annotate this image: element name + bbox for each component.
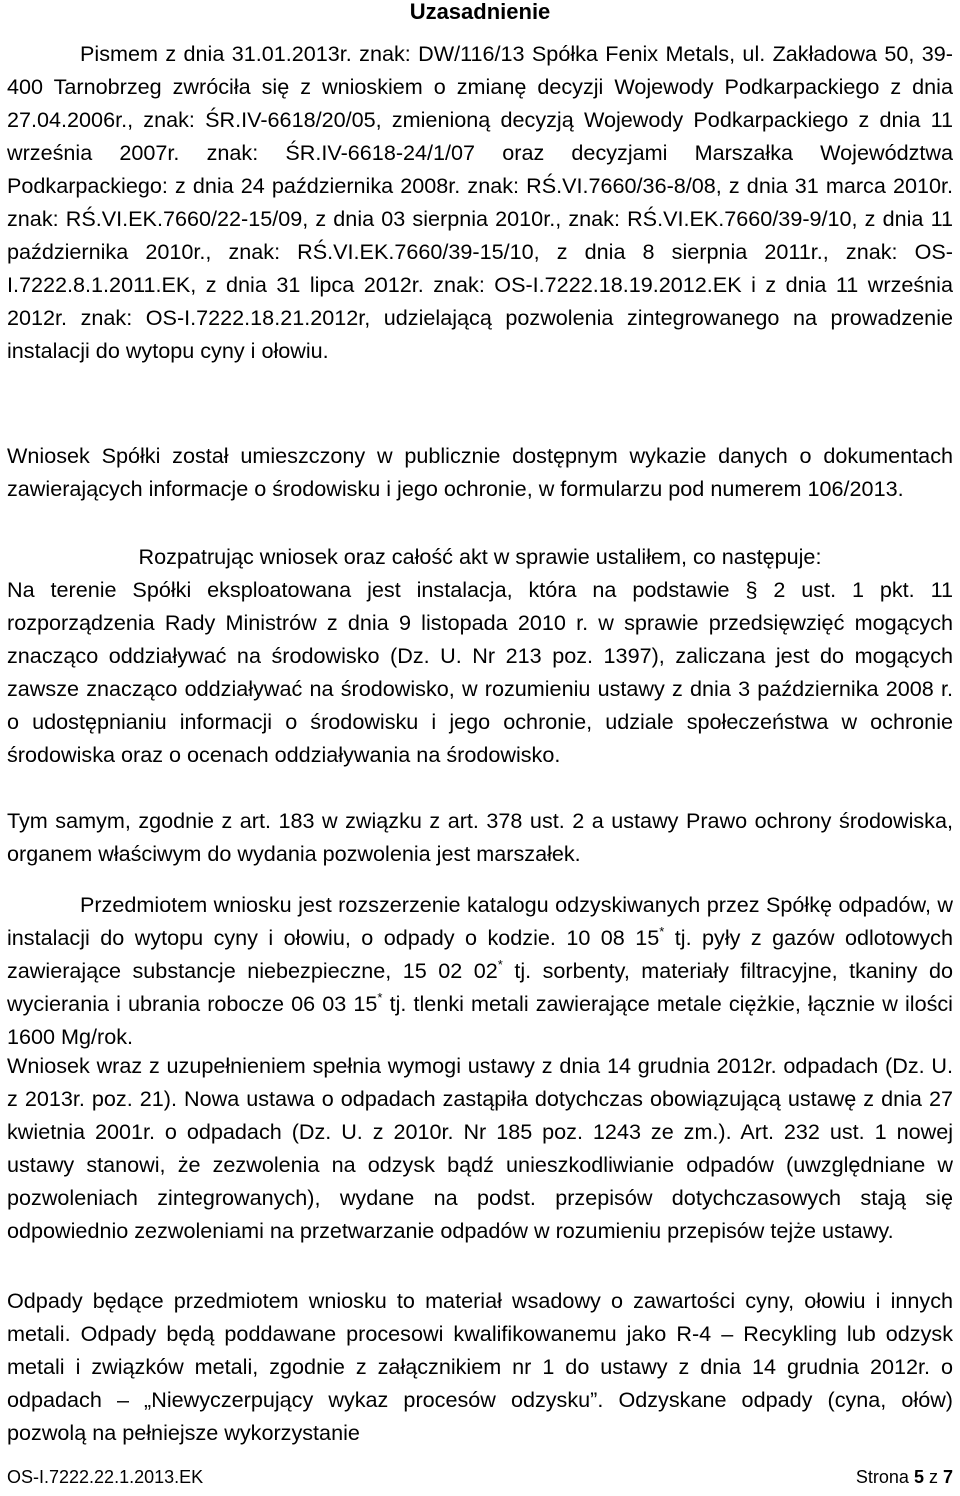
subject-part-1: Przedmiotem wniosku jest rozszerzenie katalogu odzyskiwanych przez Spółkę odpadów, w instalacji do wytopu cyny i ołowiu, o odpady o kodzie. 10 08 15: [7, 892, 953, 950]
document-heading: Uzasadnienie: [409, 0, 551, 24]
paragraph-installation: Na terenie Spółki eksploatowana jest instalacja, która na podstawie § 2 ust. 1 pkt. 11 rozporządzenia Rady Ministrów z dnia 9 listopada 2010 r. w sprawie przedsięwzięć mogących znacząco oddziaływać na środowisko (Dz. U. Nr 213 poz. 1397), zaliczana jest do mogących zawsze znacząco oddziaływać na środowisko, w rozumieniu ustawy z dnia 3 października 2008 r. o udostępnianiu informacji o środowisku i jego ochronie, udziale społeczeństwa w ochronie środowiska oraz o ocenach oddziaływania na środowisko.: [7, 577, 953, 767]
total-pages: 7: [942, 1467, 953, 1487]
paragraph-recovery: Odpady będące przedmiotem wniosku to materiał wsadowy o zawartości cyny, ołowiu i innych metali. Odpady będą poddawane procesowi kwalifikowanemu jako R-4 – Recykling lub odzysk metali i związków metali, zgodnie z załącznikiem nr 1 do ustawy z dnia 14 grudnia 2012r. o odpadach – „Niewyczerpujący wykaz procesów odzysku”. Odzyskane odpady (cyna, ołów) pozwolą na pełniejsze wykorzystanie: [7, 1288, 953, 1445]
subject-part-2: tj. pyły z gazów odlotowych zawierające substancje niebezpieczne, 15 02 02: [7, 925, 953, 983]
paragraph-waste-act: Wniosek wraz z uzupełnieniem spełnia wymogi ustawy z dnia 14 grudnia 2012r. odpadach (Dz. U. z 2013r. poz. 21). Nowa ustawa o odpadach zastąpiła dotychczas obowiązującą ustawę z dnia 27 kwietnia 2001r. o odpadach (Dz. U. z 2010r. Nr 185 poz. 1243 ze zm.). Art. 232 ust. 1 nowej ustawy stanowi, że zezwolenia na odzysk bądź unieszkodliwianie odpadów (uwzględniane w pozwoleniach zintegrowanych), wydane na podst. przepisów dotychczasowych stają się odpowiednio zezwoleniami na przetwarzanie odpadów w rozumieniu przepisów tejże ustawy.: [7, 1053, 953, 1243]
footer-reference: OS-I.7222.22.1.2013.EK: [7, 1467, 204, 1487]
footer-page-number: Strona 5 z 7: [855, 1467, 953, 1487]
asterisk-2: *: [497, 957, 503, 972]
paragraph-findings-intro: Rozpatrując wniosek oraz całość akt w sprawie ustaliłem, co następuje:: [138, 544, 822, 569]
page-footer: [7, 1465, 953, 1489]
current-page: 5: [913, 1467, 924, 1487]
paragraph-subject: [7, 888, 953, 1053]
paragraph-publication: Wniosek Spółki został umieszczony w publicznie dostępnym wykazie danych o dokumentach zawierających informacje o środowisku i jego ochronie, w formularzu pod numerem 106/2013.: [7, 443, 953, 501]
paragraph-request: Pismem z dnia 31.01.2013r. znak: DW/116/13 Spółka Fenix Metals, ul. Zakładowa 50, 39-400 Tarnobrzeg zwróciła się z wnioskiem o zmianę decyzji Wojewody Podkarpackiego z dnia 27.04.2006r., znak: ŚR.IV-6618/20/05, zmienioną decyzją Wojewody Podkarpackiego z dnia 11 września 2007r. znak: ŚR.IV-6618-24/1/07 oraz decyzjami Marszałka Województwa Podkarpackiego: z dnia 24 października 2008r. znak: RŚ.VI.7660/36-8/08, z dnia 31 marca 2010r. znak: RŚ.VI.EK.7660/22-15/09, z dnia 03 sierpnia 2010r., znak: RŚ.VI.EK.7660/39-9/10, z dnia 11 października 2010r., znak: RŚ.VI.EK.7660/39-15/10, z dnia 8 sierpnia 2011r., znak: OS-I.7222.8.1.2011.EK, z dnia 31 lipca 2012r. znak: OS-I.7222.18.19.2012.EK i z dnia 11 września 2012r. znak: OS-I.7222.18.21.2012r, udzielającą pozwolenia zintegrowanego na prowadzenie instalacji do wytopu cyny i ołowiu.: [7, 41, 953, 363]
subject-part-3: tj. sorbenty, materiały filtracyjne, tkaniny do wycierania i ubrania robocze 06 03 15: [7, 958, 953, 1016]
asterisk-3: *: [377, 990, 383, 1005]
subject-part-4: tj. tlenki metali zawierające metale ciężkie, łącznie w ilości 1600 Mg/rok.: [7, 991, 953, 1049]
paragraph-competence: Tym samym, zgodnie z art. 183 w związku z art. 378 ust. 2 a ustawy Prawo ochrony środowiska, organem właściwym do wydania pozwolenia jest marszałek.: [7, 808, 953, 866]
asterisk-1: *: [659, 924, 665, 939]
